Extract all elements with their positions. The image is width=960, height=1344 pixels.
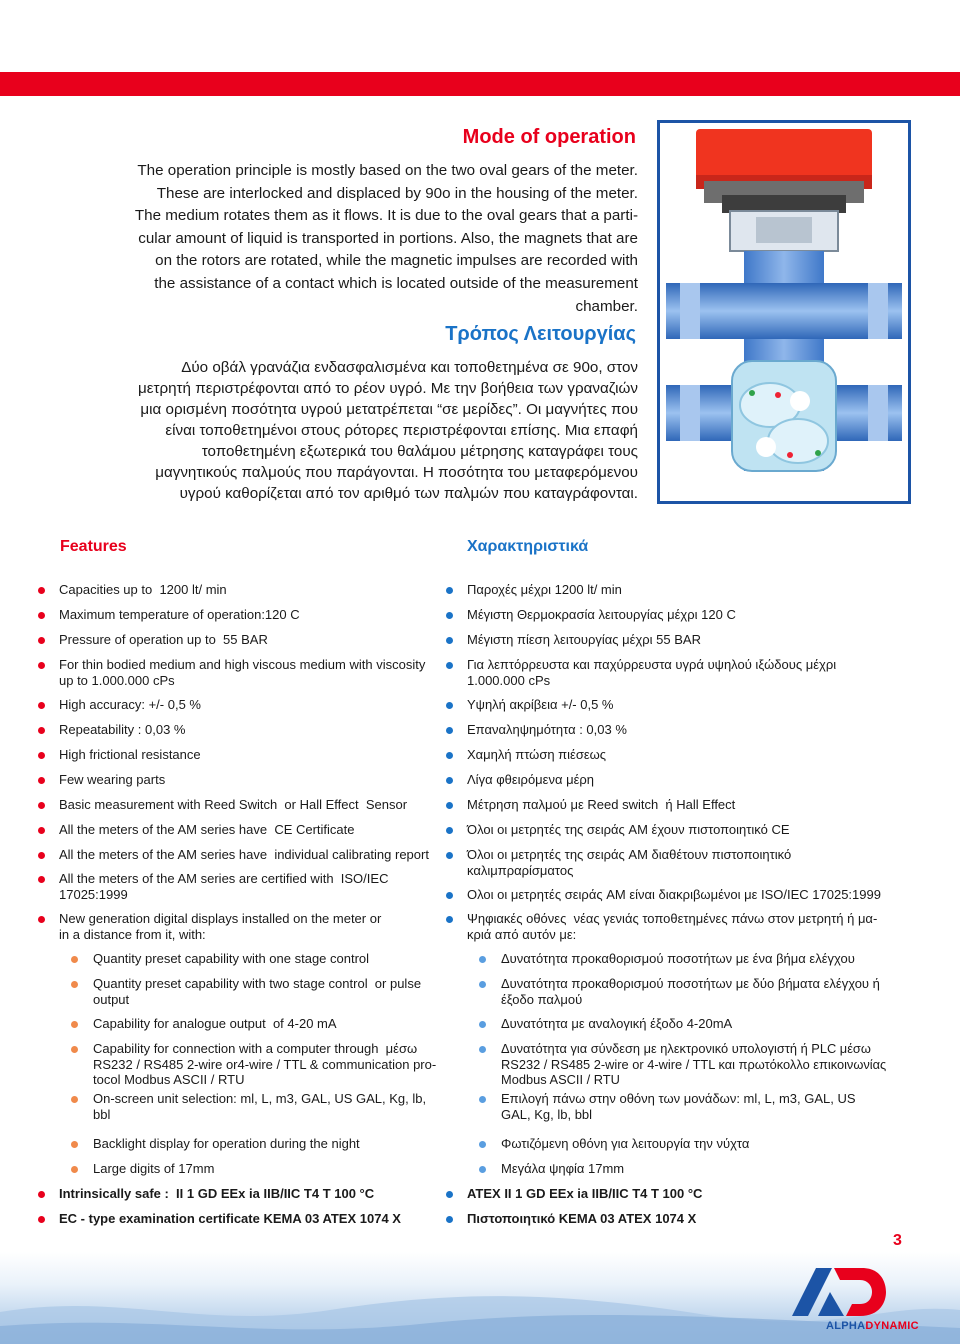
bullet-dot-icon bbox=[479, 1166, 486, 1173]
feature-item bbox=[38, 1041, 438, 1088]
mode-of-operation-line: chamber. bbox=[575, 297, 638, 315]
tropos-leitourgias-heading: Τρόπος Λειτουργίας bbox=[445, 323, 636, 345]
feature-item bbox=[38, 772, 438, 788]
feature-item bbox=[38, 1136, 438, 1152]
feature-item bbox=[38, 632, 438, 648]
feature-item-text: Maximum temperature of operation:120 C bbox=[59, 607, 300, 622]
logo-mark bbox=[788, 1262, 888, 1322]
feature-item bbox=[38, 582, 438, 598]
tropos-leitourgias-line: τοποθετημένη εξωτερικά του θαλάμου μέτρησης καταγράφει τους bbox=[201, 443, 638, 460]
charaktiristiko-item bbox=[446, 657, 886, 688]
bullet-dot-icon bbox=[479, 1141, 486, 1148]
mode-of-operation-line: The medium rotates them as it flows. It is due to the oval gears that a parti- bbox=[134, 207, 638, 225]
charaktiristiko-item-text: Ψηφιακές οθόνες νέας γενιάς τοποθετημένες πάνω στον μετρητή ή μα- κριά από αυτόν με: bbox=[467, 911, 878, 942]
feature-item bbox=[38, 911, 438, 942]
charaktiristiko-item bbox=[446, 632, 886, 648]
bullet-dot-icon bbox=[38, 612, 45, 619]
feature-item-text: Quantity preset capability with one stage control bbox=[93, 951, 370, 966]
feature-item-text: Large digits of 17mm bbox=[93, 1161, 215, 1176]
bullet-dot-icon bbox=[71, 1046, 78, 1053]
bullet-dot-icon bbox=[446, 637, 453, 644]
bullet-dot-icon bbox=[38, 1216, 45, 1223]
feature-item-text: For thin bodied medium and high viscous medium with viscosity up to 1.000.000 cPs bbox=[59, 657, 426, 688]
bullet-dot-icon bbox=[479, 1096, 486, 1103]
feature-item bbox=[38, 847, 438, 863]
feature-item bbox=[38, 1091, 438, 1122]
bullet-dot-icon bbox=[71, 1096, 78, 1103]
logo-word-alpha: ALPHA bbox=[826, 1320, 866, 1332]
meter-drawing bbox=[660, 123, 908, 501]
feature-item bbox=[38, 607, 438, 623]
bullet-dot-icon bbox=[71, 1141, 78, 1148]
bullet-dot-icon bbox=[38, 752, 45, 759]
bullet-dot-icon bbox=[446, 777, 453, 784]
charaktiristiko-item-text: Δυνατότητα προκαθορισμού ποσοτήτων με δύο βήματα ελέγχου ή έξοδο παλμού bbox=[501, 976, 880, 1007]
feature-item-text: Pressure of operation up to 55 BAR bbox=[59, 632, 268, 647]
tropos-leitourgias-line: μαγνητικούς παλμούς που παράγονται. Η ποσότητα του μεταφερόμενου bbox=[155, 464, 638, 481]
mode-of-operation-line: These are interlocked and displaced by 90o in the housing of the meter. bbox=[156, 184, 638, 202]
bullet-dot-icon bbox=[38, 662, 45, 669]
charaktiristiko-item-text: Όλοι οι μετρητές της σειράς AM διαθέτουν πιστοποιητικό καλιμπραρίσματος bbox=[467, 847, 792, 878]
tropos-leitourgias-paragraph bbox=[66, 357, 638, 504]
feature-item bbox=[38, 747, 438, 763]
mode-of-operation-line: the assistance of a contact which is located outside of the measurement bbox=[154, 274, 638, 292]
tropos-leitourgias-line: είναι τοποθετημένοι στους ρότορες περιστρέφονται επίσης. Μια επαφή bbox=[165, 422, 638, 439]
charaktiristiko-item bbox=[446, 722, 886, 738]
bullet-dot-icon bbox=[446, 662, 453, 669]
bullet-dot-icon bbox=[71, 1166, 78, 1173]
bullet-dot-icon bbox=[71, 956, 78, 963]
page-number: 3 bbox=[893, 1232, 902, 1249]
bullet-dot-icon bbox=[38, 852, 45, 859]
charaktiristiko-item bbox=[446, 1136, 886, 1152]
feature-item bbox=[38, 657, 438, 688]
charaktiristiko-item bbox=[446, 822, 886, 838]
features-heading: Features bbox=[60, 538, 127, 555]
charaktiristiko-item-text: Χαμηλή πτώση πιέσεως bbox=[467, 747, 607, 762]
feature-item bbox=[38, 722, 438, 738]
bullet-dot-icon bbox=[479, 956, 486, 963]
charaktiristiko-item bbox=[446, 1016, 886, 1032]
feature-item bbox=[38, 797, 438, 813]
bullet-dot-icon bbox=[446, 916, 453, 923]
feature-item-text: All the meters of the AM series have individual calibrating report bbox=[59, 847, 429, 862]
bullet-dot-icon bbox=[446, 852, 453, 859]
feature-item-text: Quantity preset capability with two stage control or pulse output bbox=[93, 976, 422, 1007]
bullet-dot-icon bbox=[38, 777, 45, 784]
feature-item bbox=[38, 1161, 438, 1177]
charaktiristiko-item bbox=[446, 1161, 886, 1177]
feature-item-text: High accuracy: +/- 0,5 % bbox=[59, 697, 201, 712]
feature-item-text: Backlight display for operation during the night bbox=[93, 1136, 360, 1151]
feature-item-text: Capability for analogue output of 4-20 mA bbox=[93, 1016, 337, 1031]
feature-item bbox=[38, 822, 438, 838]
charaktiristiko-item bbox=[446, 951, 886, 967]
bullet-dot-icon bbox=[446, 752, 453, 759]
charaktiristiko-item-text: Μέγιστη Θερμοκρασία λειτουργίας μέχρι 120 C bbox=[467, 607, 736, 622]
feature-item-text: All the meters of the AM series have CE Certificate bbox=[59, 822, 355, 837]
bullet-dot-icon bbox=[446, 1191, 453, 1198]
charaktiristiko-item bbox=[446, 607, 886, 623]
feature-item-text: New generation digital displays installed on the meter or in a distance from it, with: bbox=[59, 911, 382, 942]
bullet-dot-icon bbox=[38, 876, 45, 883]
feature-item-text: Few wearing parts bbox=[59, 772, 166, 787]
feature-item-text: EC - type examination certificate KEMA 03 ATEX 1074 X bbox=[59, 1211, 401, 1226]
bullet-dot-icon bbox=[446, 1216, 453, 1223]
bullet-dot-icon bbox=[479, 981, 486, 988]
mode-of-operation-heading: Mode of operation bbox=[462, 126, 636, 148]
feature-item bbox=[38, 951, 438, 967]
charaktiristiko-item-text: ATEX II 1 GD EEx ia IIB/IIC T4 T 100 °C bbox=[467, 1186, 703, 1201]
charaktiristiko-item-text: Επιλογή πάνω στην οθόνη των μονάδων: ml, L, m3, GAL, US GAL, Kg, lb, bbl bbox=[501, 1091, 856, 1122]
charaktiristiko-item bbox=[446, 772, 886, 788]
top-red-bar bbox=[0, 72, 960, 96]
mode-of-operation-line: cular amount of liquid is transported in portions. Also, the magnets that are bbox=[138, 229, 638, 247]
charaktiristiko-item bbox=[446, 1211, 886, 1227]
tropos-leitourgias-line: μια ορισμένη ποσότητα υγρού μετατρέπεται “σε μερίδες”. Οι μαγνήτες που bbox=[140, 401, 638, 418]
oval-gear-meter-cutaway-illustration bbox=[657, 120, 911, 504]
feature-item-text: On-screen unit selection: ml, L, m3, GAL, US GAL, Kg, lb, bbl bbox=[93, 1091, 427, 1122]
feature-item-text: All the meters of the AM series are certified with ISO/IEC 17025:1999 bbox=[59, 871, 389, 902]
bullet-dot-icon bbox=[38, 702, 45, 709]
charaktiristiko-item bbox=[446, 847, 886, 878]
tropos-leitourgias-line: μετρητή περιστρέφονται από το ρέον υγρό. Με την βοήθεια των γραναζιών bbox=[137, 380, 638, 397]
feature-item-text: Capacities up to 1200 lt/ min bbox=[59, 582, 227, 597]
bullet-dot-icon bbox=[446, 827, 453, 834]
charaktiristiko-item-text: Δυνατότητα προκαθορισμού ποσοτήτων με ένα βήμα ελέγχου bbox=[501, 951, 855, 966]
charaktiristiko-item bbox=[446, 911, 886, 942]
charaktiristiko-item-text: Φωτιζόμενη οθόνη για λειτουργία την νύχτα bbox=[501, 1136, 750, 1151]
charaktiristiko-item bbox=[446, 582, 886, 598]
charaktiristiko-item-text: Ολοι οι μετρητές σειράς AM είναι διακριβωμένοι με ISO/IEC 17025:1999 bbox=[467, 887, 881, 902]
charaktiristiko-item-text: Λίγα φθειρόμενα μέρη bbox=[467, 772, 594, 787]
feature-item-text: Repeatability : 0,03 % bbox=[59, 722, 186, 737]
feature-item bbox=[38, 1186, 438, 1202]
bullet-dot-icon bbox=[38, 727, 45, 734]
bullet-dot-icon bbox=[38, 802, 45, 809]
logo-wordmark bbox=[826, 1320, 919, 1332]
mode-of-operation-paragraph bbox=[66, 160, 638, 318]
charaktiristiko-item-text: Δυνατότητα για σύνδεση με ηλεκτρονικό υπολογιστή ή PLC μέσω RS232 / RS485 2-wire or 4-wire / TTL και πρωτόκολλο επικοινωνίας Modbus ASCII / RTU bbox=[501, 1041, 887, 1087]
feature-item bbox=[38, 976, 438, 1007]
feature-item bbox=[38, 871, 438, 902]
feature-item-text: High frictional resistance bbox=[59, 747, 201, 762]
charaktiristiko-item-text: Μεγάλα ψηφία 17mm bbox=[501, 1161, 625, 1176]
charaktiristiko-item-text: Όλοι οι μετρητές της σειράς AM έχουν πιστοποιητικό CE bbox=[467, 822, 790, 837]
logo-word-dynamic: DYNAMIC bbox=[865, 1320, 919, 1332]
mode-of-operation-line: on the rotors are rotated, while the magnetic impulses are recorded with bbox=[155, 252, 638, 270]
charaktiristiko-item bbox=[446, 1186, 886, 1202]
feature-item bbox=[38, 697, 438, 713]
bullet-dot-icon bbox=[71, 981, 78, 988]
charaktiristiko-item-text: Μέγιστη πίεση λειτουργίας μέχρι 55 BAR bbox=[467, 632, 701, 647]
charaktiristiko-item-text: Πιστοποιητικό KEMA 03 ATEX 1074 X bbox=[467, 1211, 697, 1226]
bullet-dot-icon bbox=[446, 727, 453, 734]
bullet-dot-icon bbox=[446, 587, 453, 594]
charaktiristiko-item-text: Επαναληψημότητα : 0,03 % bbox=[467, 722, 627, 737]
charaktiristiko-item bbox=[446, 976, 886, 1007]
charaktiristiko-item bbox=[446, 1091, 886, 1122]
charaktiristiko-item-text: Μέτρηση παλμού με Reed switch ή Hall Effect bbox=[467, 797, 736, 812]
feature-item bbox=[38, 1016, 438, 1032]
charaktiristiko-item bbox=[446, 797, 886, 813]
charaktiristiko-item-text: Δυνατότητα με αναλογική έξοδο 4-20mA bbox=[501, 1016, 733, 1031]
bullet-dot-icon bbox=[38, 587, 45, 594]
charaktiristiko-item bbox=[446, 887, 886, 903]
charaktiristiko-item-text: Υψηλή ακρίβεια +/- 0,5 % bbox=[467, 697, 614, 712]
bullet-dot-icon bbox=[479, 1046, 486, 1053]
charaktiristiko-item-text: Για λεπτόρρευστα και παχύρρευστα υγρά υψηλού ιξώδους μέχρι 1.000.000 cPs bbox=[467, 657, 837, 688]
bullet-dot-icon bbox=[446, 892, 453, 899]
charaktiristiko-item bbox=[446, 1041, 886, 1088]
bullet-dot-icon bbox=[71, 1021, 78, 1028]
charaktiristiko-item bbox=[446, 697, 886, 713]
feature-item-text: Basic measurement with Reed Switch or Hall Effect Sensor bbox=[59, 797, 408, 812]
bullet-dot-icon bbox=[446, 702, 453, 709]
bullet-dot-icon bbox=[38, 637, 45, 644]
tropos-leitourgias-line: Δύο οβάλ γρανάζια ενδασφαλισμένα και τοποθετημένα σε 90ο, στον bbox=[181, 359, 638, 376]
tropos-leitourgias-line: υγρού καθορίζεται από τον αριθμό των παλμών που καταγράφονται. bbox=[179, 485, 638, 502]
mode-of-operation-line: The operation principle is mostly based on the two oval gears of the meter. bbox=[137, 162, 638, 179]
bullet-dot-icon bbox=[38, 827, 45, 834]
charaktiristika-heading: Χαρακτηριστικά bbox=[467, 538, 589, 555]
charaktiristiko-item-text: Παροχές μέχρι 1200 lt/ min bbox=[467, 582, 622, 597]
bullet-dot-icon bbox=[38, 916, 45, 923]
feature-item bbox=[38, 1211, 438, 1227]
bullet-dot-icon bbox=[38, 1191, 45, 1198]
feature-item-text: Intrinsically safe : II 1 GD EEx ia IIB/IIC T4 T 100 °C bbox=[59, 1186, 375, 1201]
charaktiristiko-item bbox=[446, 747, 886, 763]
bullet-dot-icon bbox=[446, 802, 453, 809]
feature-item-text: Capability for connection with a computer through μέσω RS232 / RS485 2-wire or4-wire / TTL & communication pro- tocol Modbus ASCII / RTU bbox=[93, 1041, 437, 1087]
bullet-dot-icon bbox=[479, 1021, 486, 1028]
bullet-dot-icon bbox=[446, 612, 453, 619]
